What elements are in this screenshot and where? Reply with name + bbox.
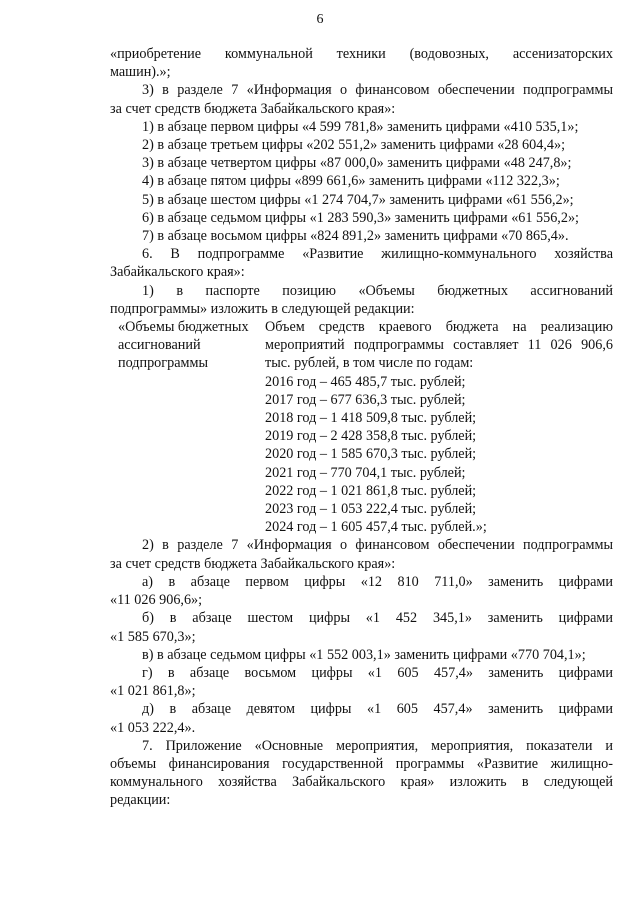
text-line: б) в абзаце шестом цифры «1 452 345,1» заменить цифрами xyxy=(142,610,613,627)
document-body xyxy=(110,45,613,810)
table-label-line: ассигнований xyxy=(118,337,201,354)
text-line: в) в абзаце седьмом цифры «1 552 003,1» заменить цифрами «770 704,1»; xyxy=(142,646,586,663)
table-label-line: подпрограммы xyxy=(118,355,208,372)
text-line: объемы финансирования государственной программы «Развитие жилищно- xyxy=(110,755,613,772)
text-line: «1 021 861,8»; xyxy=(110,683,196,700)
text-line: 2) в разделе 7 «Информация о финансовом обеспечении подпрограммы xyxy=(142,537,613,554)
text-line: «1 053 222,4». xyxy=(110,719,196,736)
text-line: Забайкальского края»: xyxy=(110,264,245,281)
text-line: 7) в абзаце восьмом цифры «824 891,2» заменить цифрами «70 865,4». xyxy=(142,228,569,245)
year-line: 2019 год – 2 428 358,8 тыс. рублей; xyxy=(265,428,477,445)
year-line: 2023 год – 1 053 222,4 тыс. рублей; xyxy=(265,501,477,518)
year-line: 2018 год – 1 418 509,8 тыс. рублей; xyxy=(265,410,477,427)
text-line: за счет средств бюджета Забайкальского края»: xyxy=(110,555,396,572)
text-line: 5) в абзаце шестом цифры «1 274 704,7» заменить цифрами «61 556,2»; xyxy=(142,191,574,208)
passport-table-label xyxy=(110,318,265,536)
text-line: 7. Приложение «Основные мероприятия, мероприятия, показатели и xyxy=(142,737,613,754)
table-value-line: Объем средств краевого бюджета на реализацию xyxy=(265,319,613,336)
text-line: 4) в абзаце пятом цифры «899 661,6» заменить цифрами «112 322,3»; xyxy=(142,173,560,190)
text-line: за счет средств бюджета Забайкальского края»: xyxy=(110,100,396,117)
year-line: 2017 год – 677 636,3 тыс. рублей; xyxy=(265,391,466,408)
text-line: 2) в абзаце третьем цифры «202 551,2» заменить цифрами «28 604,4»; xyxy=(142,137,566,154)
text-line: машин).»; xyxy=(110,64,171,81)
text-line: д) в абзаце девятом цифры «1 605 457,4» заменить цифрами xyxy=(142,701,613,718)
table-value-line: тыс. рублей, в том числе по годам: xyxy=(265,355,474,372)
text-line: 6. В подпрограмме «Развитие жилищно-коммунального хозяйства xyxy=(142,246,613,263)
text-line: 3) в разделе 7 «Информация о финансовом обеспечении подпрограммы xyxy=(142,82,613,99)
table-value-line: мероприятий подпрограммы составляет 11 026 906,6 xyxy=(265,337,613,354)
text-line: 6) в абзаце седьмом цифры «1 283 590,3» заменить цифрами «61 556,2»; xyxy=(142,209,579,226)
text-line: а) в абзаце первом цифры «12 810 711,0» заменить цифрами xyxy=(142,573,613,590)
text-line: «1 585 670,3»; xyxy=(110,628,196,645)
table-label-line: «Объемы бюджетных xyxy=(118,319,249,336)
text-line: г) в абзаце восьмом цифры «1 605 457,4» заменить цифрами xyxy=(142,664,613,681)
text-line: редакции: xyxy=(110,792,171,809)
text-line: коммунального хозяйства Забайкальского края» изложить в следующей xyxy=(110,774,613,791)
text-line: подпрограммы» изложить в следующей редакции: xyxy=(110,300,415,317)
text-line: 1) в паспорте позицию «Объемы бюджетных ассигнований xyxy=(142,282,613,299)
text-line: 1) в абзаце первом цифры «4 599 781,8» заменить цифрами «410 535,1»; xyxy=(142,118,579,135)
year-line: 2021 год – 770 704,1 тыс. рублей; xyxy=(265,464,466,481)
year-line: 2016 год – 465 485,7 тыс. рублей; xyxy=(265,373,466,390)
passport-table-value xyxy=(265,318,613,536)
text-line: «11 026 906,6»; xyxy=(110,592,203,609)
year-line: 2022 год – 1 021 861,8 тыс. рублей; xyxy=(265,482,477,499)
page-number: 6 xyxy=(316,12,324,27)
text-line: 3) в абзаце четвертом цифры «87 000,0» заменить цифрами «48 247,8»; xyxy=(142,155,572,172)
text-line: «приобретение коммунальной техники (водовозных, ассенизаторских xyxy=(110,46,613,62)
year-line: 2020 год – 1 585 670,3 тыс. рублей; xyxy=(265,446,477,463)
passport-table xyxy=(110,318,613,536)
year-line: 2024 год – 1 605 457,4 тыс. рублей.»; xyxy=(265,519,487,536)
